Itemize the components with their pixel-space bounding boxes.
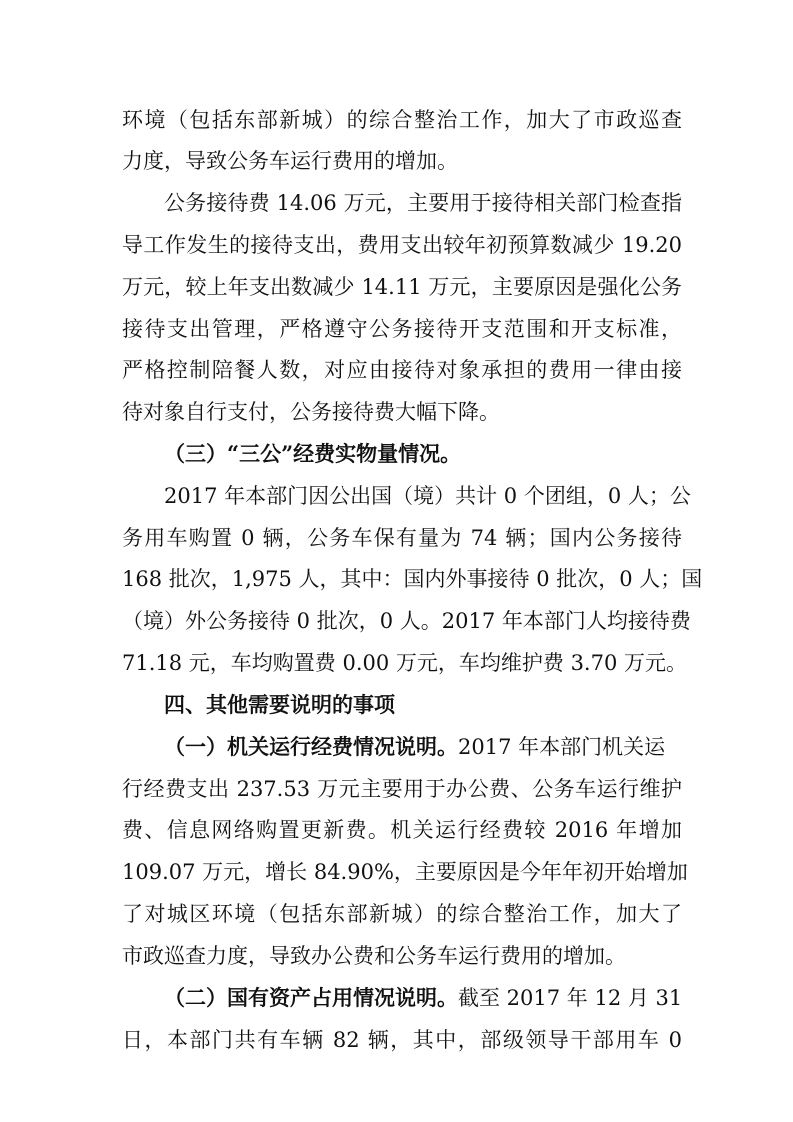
body-line-22: [164, 980, 682, 1016]
body-line-6: 接待支出管理，严格遵守公务接待开支范围和开支标准，: [122, 317, 682, 341]
body-line-21: 市政巡查力度，导致办公费和公务车运行费用的增加。: [122, 944, 626, 968]
body-line-12: 168 批次，1,975 人，其中：国内外事接待 0 批次，0 人；国: [122, 567, 703, 591]
body-line-2: 力度，导致公务车运行费用的增加。: [122, 149, 458, 173]
body-line-22-text: 截至 2017 年 12 月 31: [458, 986, 683, 1010]
body-line-4: 导工作发生的接待支出，费用支出较年初预算数减少 19.20: [122, 233, 682, 257]
body-line-1: 环境（包括东部新城）的综合整治工作，加大了市政巡查: [122, 108, 682, 132]
subheading-state-assets: （二）国有资产占用情况说明。: [164, 985, 458, 1010]
body-line-16-text: 2017 年本部门机关运: [458, 735, 666, 759]
body-line-19: 109.07 万元，增长 84.90%，主要原因是今年年初开始增加: [122, 860, 688, 884]
body-line-10: 2017 年本部门因公出国（境）共计 0 个团组，0 人；公: [164, 484, 691, 508]
section-heading-three-public: （三）“三公”经费实物量情况。: [164, 441, 462, 466]
body-line-13: （境）外公务接待 0 批次，0 人。2017 年本部门人均接待费: [122, 609, 691, 633]
body-line-18: 费、信息网络购置更新费。机关运行经费较 2016 年增加: [122, 818, 682, 842]
body-line-16: [164, 729, 682, 765]
body-line-23: 日，本部门共有车辆 82 辆，其中，部级领导干部用车 0: [122, 1028, 682, 1052]
body-line-8: 待对象自行支付，公务接待费大幅下降。: [122, 400, 500, 424]
body-line-20: 了对城区环境（包括东部新城）的综合整治工作，加大了: [122, 902, 682, 926]
body-line-3: 公务接待费 14.06 万元，主要用于接待相关部门检查指: [164, 191, 682, 215]
body-line-14: 71.18 元，车均购置费 0.00 万元，车均维护费 3.70 万元。: [122, 651, 688, 675]
body-line-11: 务用车购置 0 辆，公务车保有量为 74 辆；国内公务接待: [122, 526, 682, 550]
subheading-operating-expenses: （一）机关运行经费情况说明。: [164, 734, 458, 759]
body-line-5: 万元，较上年支出数减少 14.11 万元，主要原因是强化公务: [122, 275, 682, 299]
section-heading-other-matters: 四、其他需要说明的事项: [164, 692, 395, 717]
body-line-17: 行经费支出 237.53 万元主要用于办公费、公务车运行维护: [122, 777, 682, 801]
body-line-7: 严格控制陪餐人数，对应由接待对象承担的费用一律由接: [122, 358, 682, 382]
